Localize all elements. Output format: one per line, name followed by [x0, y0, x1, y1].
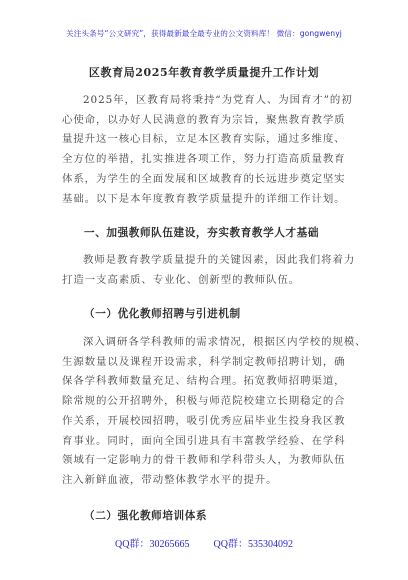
footer-qq-group-2: QQ群：535304092 [213, 539, 293, 550]
header-promo-note: 关注头条号“公文研究”，获得最新最全最专业的公文资料库！ 微信：gongwenyj [66, 29, 342, 38]
subsection-1-heading: （一）优化教师招聘与引进机制 [84, 308, 241, 320]
intro-line: 2025年，区教育局将秉持“为党育人、为国育才”的初 [83, 94, 353, 106]
document-title: 区教育局2025年教育教学质量提升工作计划 [88, 66, 320, 79]
intro-line: 心使命，以办好人民满意的教育为宗旨，聚焦教育教学质 [62, 113, 346, 126]
subsection-1-line: 注入新鲜血液，带动整体教学水平的提升。 [62, 473, 278, 486]
subsection-1-line: 深入调研各学科教师的需求情况，根据区内学校的规模、 [83, 336, 367, 348]
intro-line: 全方位的举措，扎实推进各项工作，努力打造高质量教育 [62, 153, 346, 166]
section-1-heading: 一、加强教师队伍建设，夯实教育教学人才基础 [84, 227, 320, 239]
subsection-1-line: 作关系，开展校园招聘，吸引优秀应届毕业生投身我区教 [62, 414, 346, 427]
intro-line: 体系，为学生的全面发展和区域教育的长远进步奠定坚实 [62, 172, 346, 185]
footer-qq-group-1: QQ群：30265665 [115, 539, 190, 550]
section-1-paragraph [62, 251, 356, 290]
subsection-1-paragraph [62, 333, 367, 491]
section-1-line: 打造一支高素质、专业化、创新型的教师队伍。 [62, 273, 301, 286]
subsection-2-heading: （二）强化教师培训体系 [84, 510, 208, 522]
subsection-1-line: 生源数量以及课程开设需求，科学制定教师招聘计划，确 [62, 355, 346, 368]
footer-qq-groups [0, 535, 408, 550]
intro-line: 基础。以下是本年度教育教学质量提升的详细工作计划。 [62, 192, 346, 205]
intro-line: 量提升这一核心目标，立足本区教育实际，通过多维度、 [62, 133, 346, 146]
subsection-1-line: 除常规的公开招聘外，积极与师范院校建立长期稳定的合 [62, 395, 346, 408]
subsection-1-line: 保各学科教师数量充足、结构合理。拓宽教师招聘渠道， [62, 375, 346, 388]
section-1-line: 教师是教育教学质量提升的关键因素，因此我们将着力 [83, 254, 356, 266]
intro-paragraph [62, 91, 353, 209]
subsection-1-line: 育事业。同时，面向全国引进具有丰富教学经验、在学科 [62, 434, 346, 447]
subsection-1-line: 领域有一定影响力的骨干教师和学科带头人，为教师队伍 [62, 454, 346, 467]
